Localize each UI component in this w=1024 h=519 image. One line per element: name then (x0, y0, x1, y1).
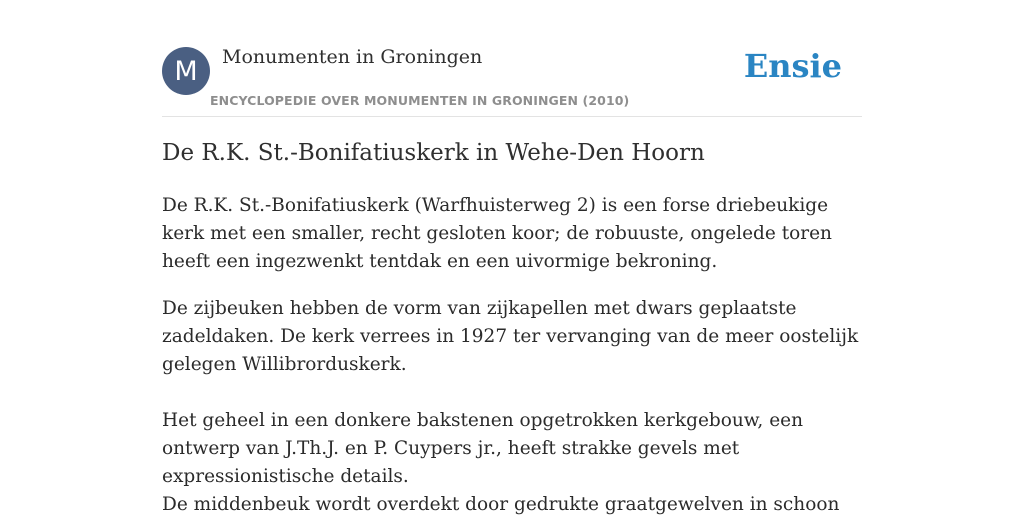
source-header (162, 0, 862, 117)
article-title: De R.K. St.-Bonifatiuskerk in Wehe-Den Hoorn (162, 140, 705, 166)
article-paragraph: De middenbeuk wordt overdekt door gedrukte graatgewelven in schoon (162, 494, 840, 515)
article-paragraph: Het geheel in een donkere bakstenen opgetrokken kerkgebouw, een ontwerp van J.Th.J. en P. Cuypers jr., heeft strakke gevels met expressionistische details. (162, 410, 804, 487)
article-paragraph: De R.K. St.-Bonifatiuskerk (Warfhuisterweg 2) is een forse driebeukige kerk met een smaller, recht gesloten koor; de robuuste, ongelede toren heeft een ingezwenkt tentdak en een uivormige bekroning. (162, 195, 832, 272)
source-avatar[interactable]: M (162, 47, 210, 95)
ensie-logo[interactable]: Ensie (743, 47, 842, 85)
article-page (162, 0, 862, 515)
source-subtitle: ENCYCLOPEDIE OVER MONUMENTEN IN GRONINGEN (2010) (210, 93, 630, 108)
source-title-link[interactable]: Monumenten in Groningen (222, 46, 483, 68)
article-paragraph: De zijbeuken hebben de vorm van zijkapellen met dwars geplaatste zadeldaken. De kerk verrees in 1927 ter vervanging van de meer oostelijk gelegen Willibrorduskerk. (162, 298, 859, 375)
